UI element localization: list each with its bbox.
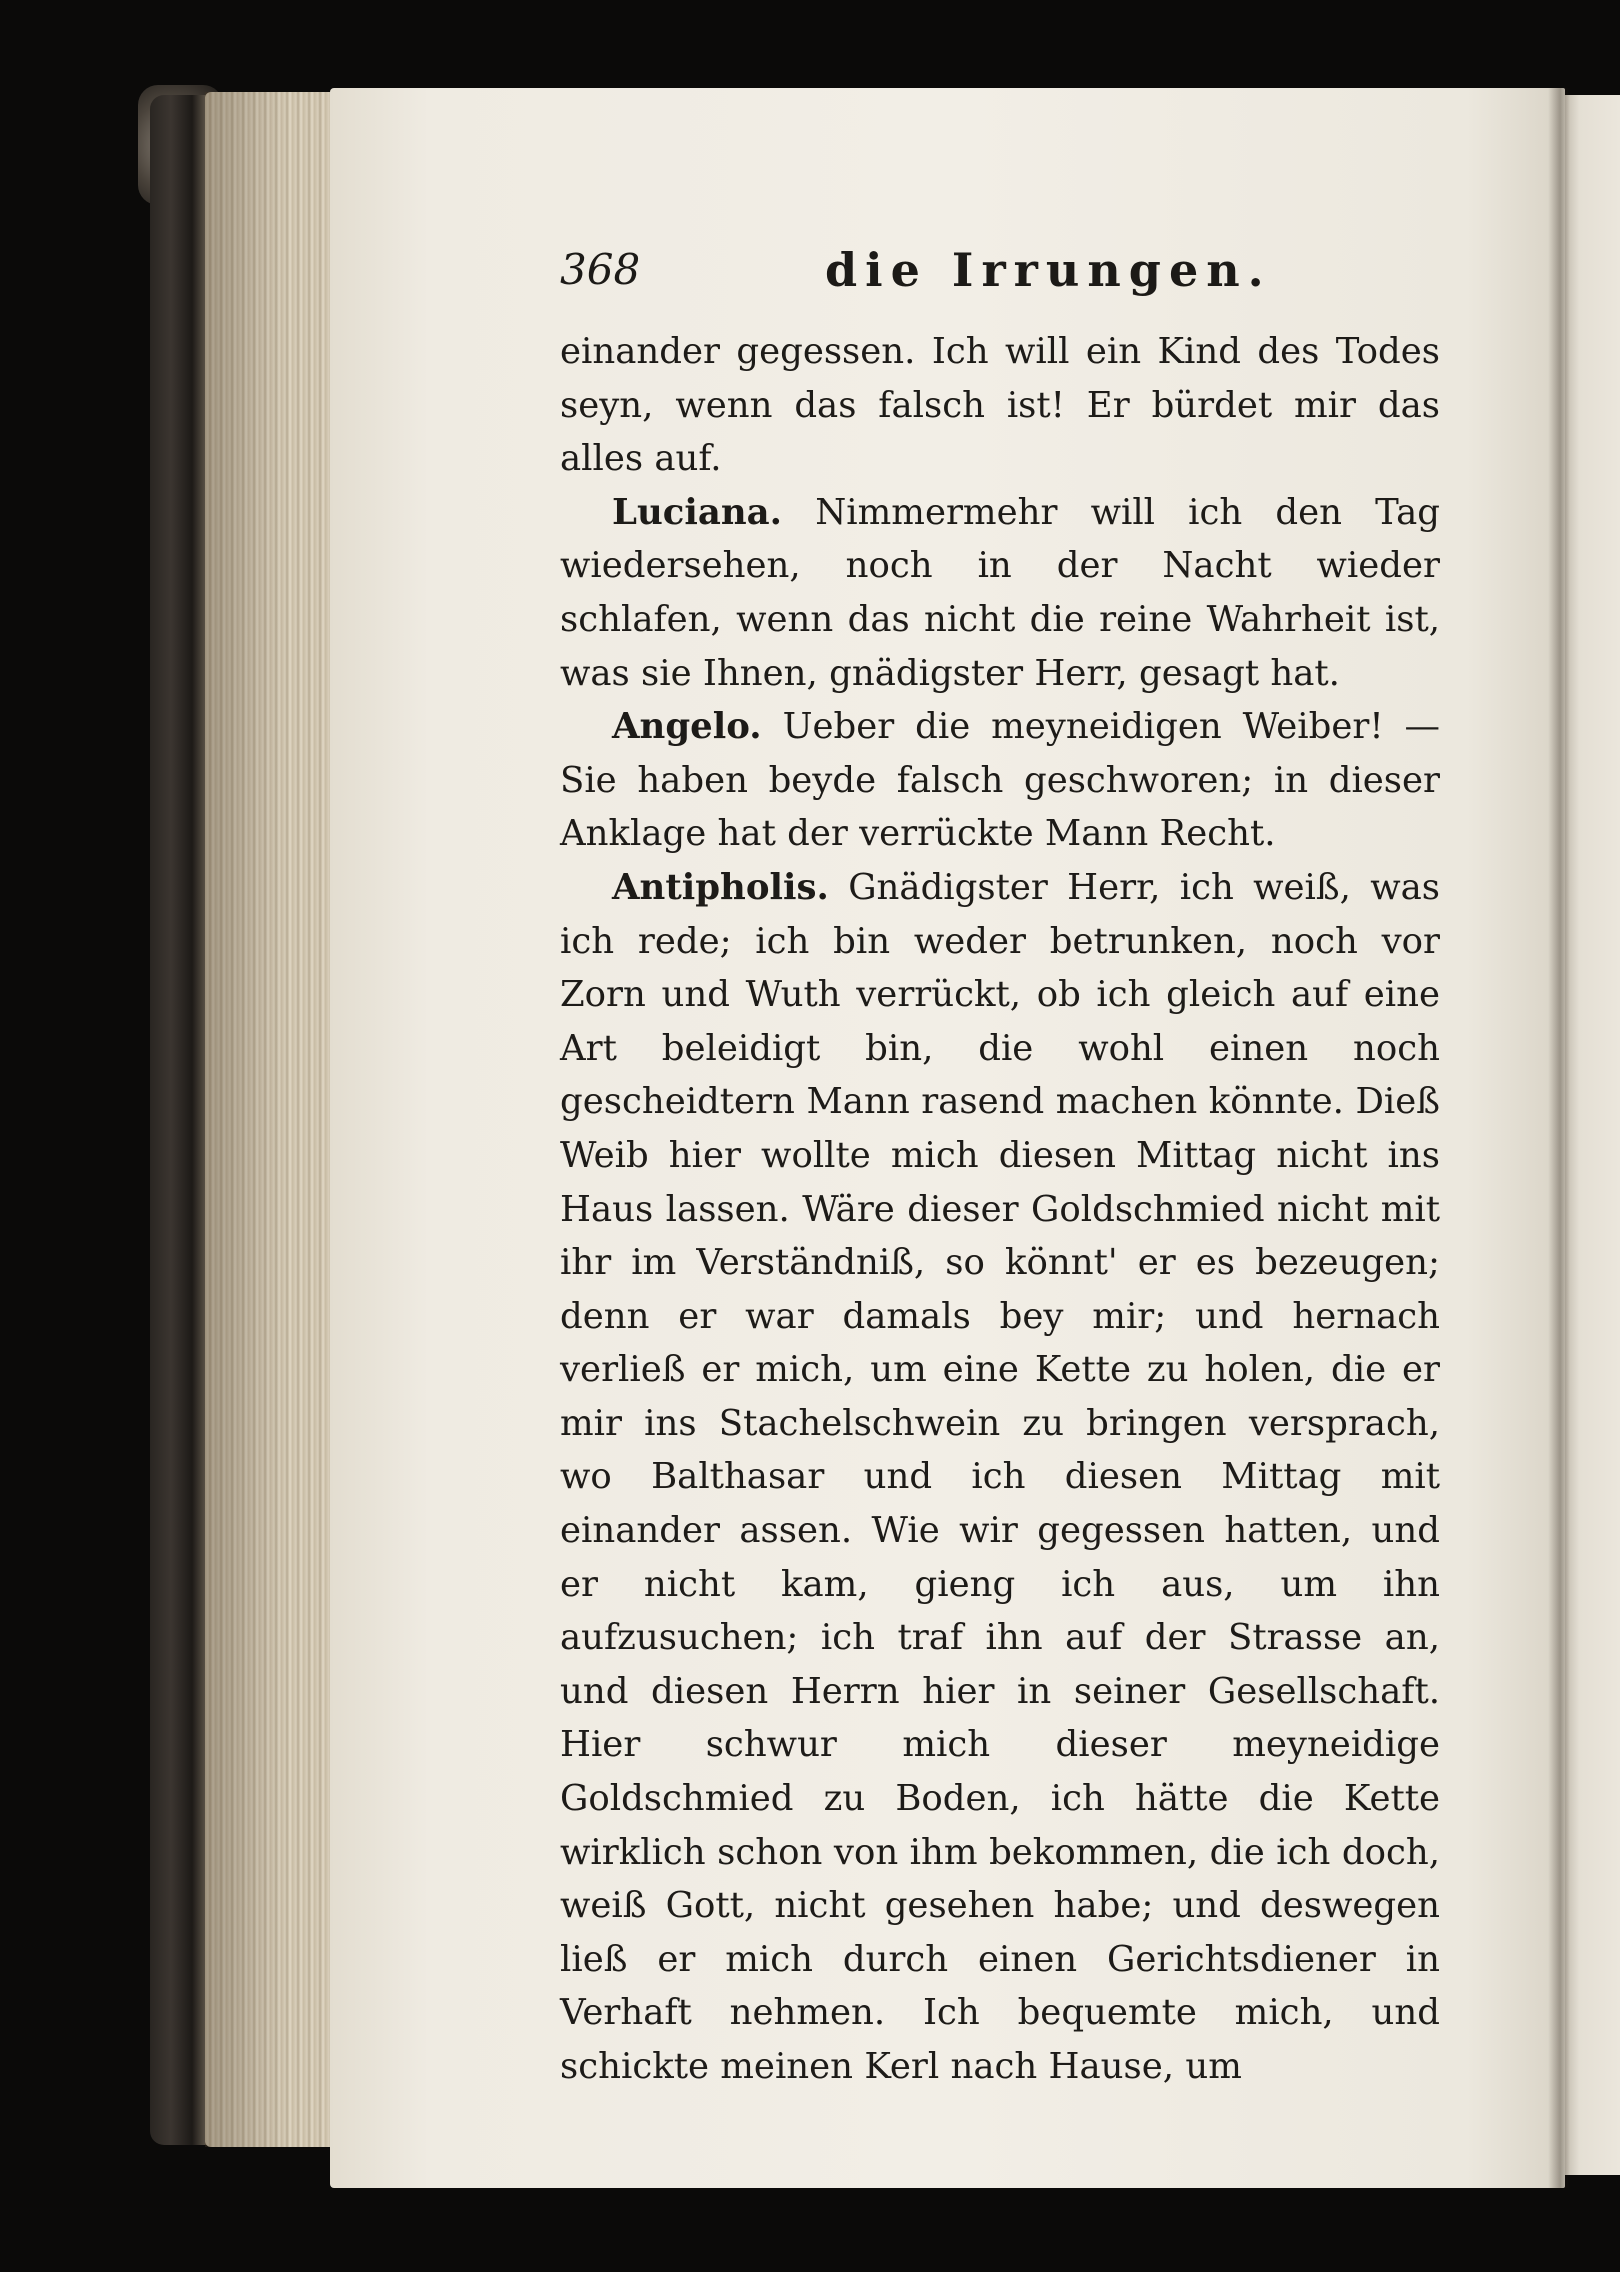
paragraph-text: Nimmermehr will ich den Tag wiedersehen, noch in der Nacht wieder schlafen, wenn das nicht die reine Wahrheit ist, was sie Ihnen, gnädigster Herr, gesagt hat. <box>560 491 1440 694</box>
page-number: 368 <box>560 245 641 294</box>
book-cover-spine <box>150 95 210 2145</box>
paragraph-text: Gnädigster Herr, ich weiß, was ich rede; ich bin weder betrunken, noch vor Zorn und Wuth verrückt, ob ich gleich auf eine Art beleidigt bin, die wohl einen noch gescheidtern Mann rasend machen könnte. Dieß Weib hier wollte mich diesen Mittag nicht ins Haus lassen. Wäre dieser Goldschmied nicht mit ihr im Verständniß, so könnt' er es bezeugen; denn er war damals bey mir; und hernach verließ er mich, um eine Kette zu holen, die er mir ins Stachelschwein zu bringen versprach, wo Balthasar und ich diesen Mittag mit einander assen. Wie wir gegessen hatten, und er nicht kam, gieng ich aus, um ihn aufzusuchen; ich traf ihn auf der Strasse an, und diesen Herrn hier in seiner Gesellschaft. Hier schwur mich dieser meyneidige Goldschmied zu Boden, ich hätte die Kette wirklich schon von ihm bekommen, die ich doch, weiß Gott, nicht gesehen habe; und deswegen ließ er mich durch einen Gerichtsdiener in Verhaft nehmen. Ich bequemte mich, und schickte meinen Kerl nach Hause, um <box>560 866 1440 2087</box>
paragraph <box>560 700 1440 861</box>
page-gutter <box>1548 88 1570 2188</box>
speaker-name: Antipholis. <box>612 866 829 908</box>
page-edges-shadow <box>205 92 345 2147</box>
running-head: die Irrungen. <box>825 243 1272 297</box>
speaker-name: Angelo. <box>612 706 762 748</box>
body-text <box>560 325 1440 2094</box>
paragraph-text: einander gegessen. Ich will ein Kind des Todes seyn, wenn das falsch ist! Er bürdet mir das alles auf. <box>560 331 1440 480</box>
facing-page <box>1562 95 1620 2175</box>
page-header <box>560 245 1440 305</box>
speaker-name: Luciana. <box>612 491 783 533</box>
paragraph <box>560 861 1440 2094</box>
paragraph <box>560 486 1440 700</box>
paragraph <box>560 325 1440 486</box>
paragraph-text: Ueber die meyneidigen Weiber! — Sie haben beyde falsch geschworen; in dieser Anklage hat der verrückte Mann Recht. <box>560 706 1440 855</box>
